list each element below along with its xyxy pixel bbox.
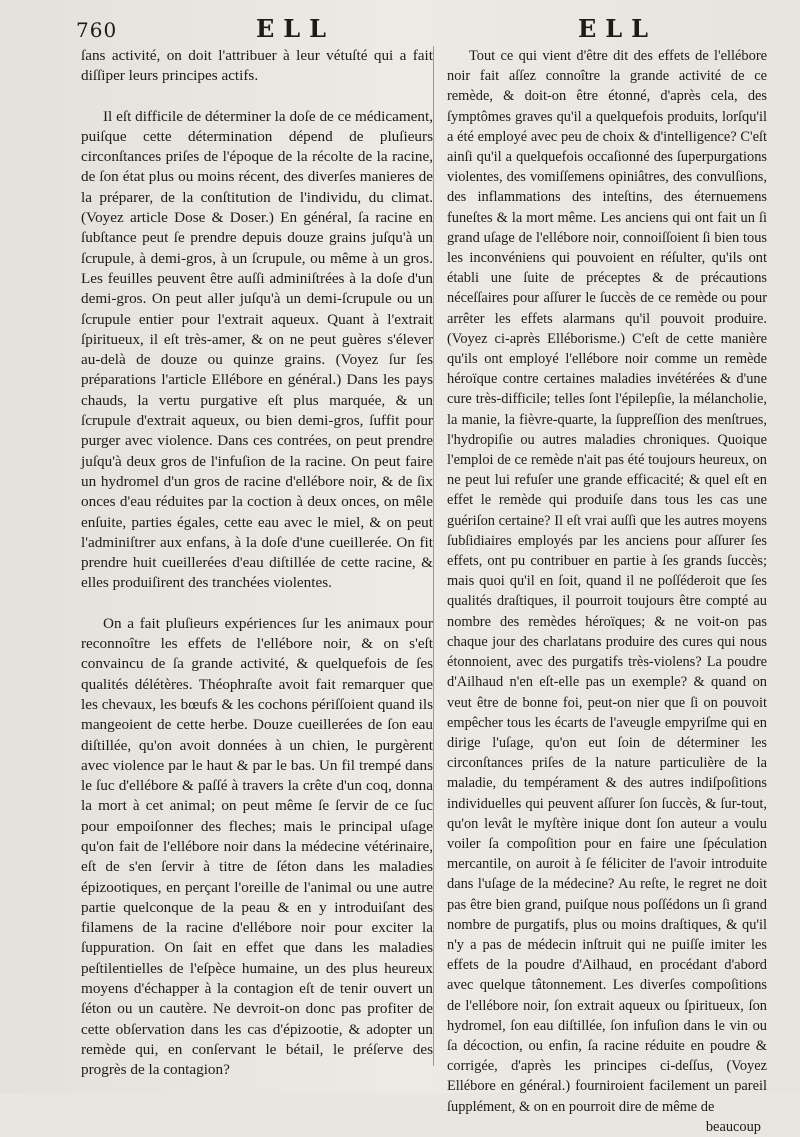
right-paragraph-1: Tout ce qui vient d'être dit des effets de l'ellébore noir fait aſſez connoître la grande activité de ce remède, & doit-on être étonné, d'après cela, des ſymptômes graves qu'il a quelquefois produits, lorſqu'il a été employé avec peu de choix & d'intelligence? C'eſt ainſi qu'il a quelquefois occaſionné des ſuperpurgations violentes, des vomiſſemens opiniâtres, des convulſions, des inflammations des inteſtins, des éternuemens funeſtes & la mort même. Les anciens qui ont fait un ſi grand uſage de l'ellébore noir, connoiſſoient ſi bien tous les inconvéniens qui pouvoient en réſulter, qu'ils ont établi une ſuite de préceptes & de précautions néceſſaires pour aſſurer le ſuccès de ce remède ou pour arrêter les effets alarmans qu'il pouvoit produire. (Voyez ci-après Elléborisme.) C'eſt de cette manière qu'ils ont employé l'ellébore noir comme un remède héroïque contre certaines maladies invétérées & d'une cure très-difficile; telles ſont l'épilepſie, la mélancholie, la manie, la fièvre-quarte, la ſuppreſſion des menſtrues, l'hydropiſie ou autres maladies chroniques. Quoique l'emploi de ce remède n'ait pas été toujours heureux, on ne peut lui refuſer une grande efficacité; & quel eſt en effet le remède qui produiſe dans tous les cas une guériſon certaine? Il eſt vrai auſſi que les autres moyens ſubſidiaires employés par les anciens pour aſſurer ſes effets, ont pu contribuer en partie à ſes grands ſuccès; mais quoi qu'il en ſoit, quand il ne poſſéderoit que ſes qualités draſtiques, il pourroit toujours être compté au nombre des remèdes héroïques; & ne voit-on pas chaque jour des charlatans produire des cures qui nous étonnoient, avec des purgatifs très-violens? La poudre d'Ailhaud n'en eſt-elle pas un exemple? & quand on veut être de bonne foi, peut-on nier que ſi on pouvoit empêcher tous les écarts de l'aveugle empyriſme qui en dirige l'uſage, qu'on eut ſoin de déterminer les circonſtances priſes de la nature particulière de la maladie, du tempérament & des autres indiſpoſitions individuelles qui peuvent aſſurer ſon ſuccès, & ſur-tout, qu'on levât le myſtère inique dont ſon auteur a voulu voiler ſa compoſition pour en faire une ſpéculation mercantile, on auroit à ſe féliciter de l'avoir introduite dans l'uſage de la médecine? Au reſte, le regret ne doit pas être bien grand, puiſque nous poſſédons un ſi grand nombre de purgatifs, plus ou moins draſtiques, & qu'il n'y a pas de médecin inſtruit qui ne puiſſe imiter les effets de la poudre d'Ailhaud, en procédant d'abord avec quelque tâtonnement. Les diverſes compoſitions de l'ellébore noir, ſon extrait aqueux ou ſpiritueux, ſon hydromel, ſon eau diſtillée, ſon infuſion dans le vin ou ſa décoction, ou enfin, ſa racine réduite en poudre & corrigée, d'après les principes ci-deſſus, (Voyez Ellébore en général.) fourniroient facilement un pareil ſupplément, & on en pourroit dire de même de [447,48,767,1115]
left-paragraph-1: ſans activité, on doit l'attribuer à leur vétuſté qui a fait diſſiper leurs principes actifs. [81,47,433,85]
left-column [81,46,433,1081]
left-paragraph-3: On a fait pluſieurs expériences ſur les animaux pour reconnoître les effets de l'ellébore noir, & on s'eſt convaincu de ſa grande activité, & quelquefois de ſes qualités délétères. Théophraſte avoit fait remarquer que les chevaux, les bœufs & les cochons périſſoient quand ils mangeoient de cette herbe. Douze cueillerées de ſon eau diſtillée, qu'on avoit données à un chien, le purgèrent avec violence par le haut & par le bas. Un fil trempé dans le ſuc d'ellébore & paſſé à travers la crête d'un coq, donna la mort à cet animal; on peut même ſe ſervir de ce ſuc pour empoiſonner des fleches; mais le principal uſage qu'on fait de l'ellébore noir dans la médecine vétérinaire, eſt de s'en ſervir à titre de ſéton dans les maladies épizootiques, en perçant l'oreille de l'animal ou une autre partie quelconque de la peau & en y introduiſant des filamens de la racine d'ellébore noir pour exciter la ſuppuration. On ſait en effet que dans les maladies peſtilentielles de l'eſpèce humaine, un des plus heureux moyens d'échapper à la contagion eſt de tenir ouvert un ſéton ou un cautère. Ne devroit-on donc pas profiter de cette obſervation dans les cas d'épizootie, & adopter un remède qui, en conſervant le bétail, le préſerve des progrès de la contagion? [81,614,433,1079]
page-header [0,14,800,42]
catchword: beaucoup [705,1118,761,1135]
right-column [447,46,767,1137]
running-head-left: ELL [256,14,336,43]
left-paragraph-2: Il eſt difficile de déterminer la doſe de ce médicament, puiſque cette détermination dépend de pluſieurs circonſtances priſes de l'époque de la récolte de la racine, de ſon état plus ou moins récent, des diverſes manieres de la préparer, de la conſtitution de l'individu, du climat. (Voyez article Dose & Doser.) En général, ſa racine en ſubſtance peut ſe prendre depuis douze grains juſqu'à un ſcrupule, à demi-gros, à un ſcrupule, ou même à un gros. Les feuilles peuvent être auſſi adminiſtrées à la doſe d'un demi-gros. On peut aller juſqu'à un demi-ſcrupule ou un ſcrupule entier pour l'extrait aqueux. Quant à l'extrait ſpiritueux, il eſt très-amer, & on ne peut guères s'élever au-delà de douze ou quinze grains. (Voyez ſur ſes préparations l'article Ellébore en général.) Dans les pays chauds, la vertu purgative eſt plus marquée, & un ſcrupule d'extrait aqueux, ou bien demi-gros, ſuffit pour purger avec violence. Dans ces contrées, on peut prendre juſqu'à deux gros de l'infuſion de la racine. On peut faire un hydromel d'un gros de racine d'ellébore noir, & de ſix onces d'eau réduites par la coction à deux onces, on mêle enſuite, parties égales, cette eau avec le miel, & on peut l'adminiſtrer aux enfans, à la doſe d'une cueillerée. On fit prendre huit cueillerées d'eau diſtillée de cette racine, & elles produiſirent des tranchées violentes. [81,107,433,592]
page-number: 760 [76,18,118,42]
running-head-right: ELL [578,14,658,43]
column-divider [433,46,434,1066]
